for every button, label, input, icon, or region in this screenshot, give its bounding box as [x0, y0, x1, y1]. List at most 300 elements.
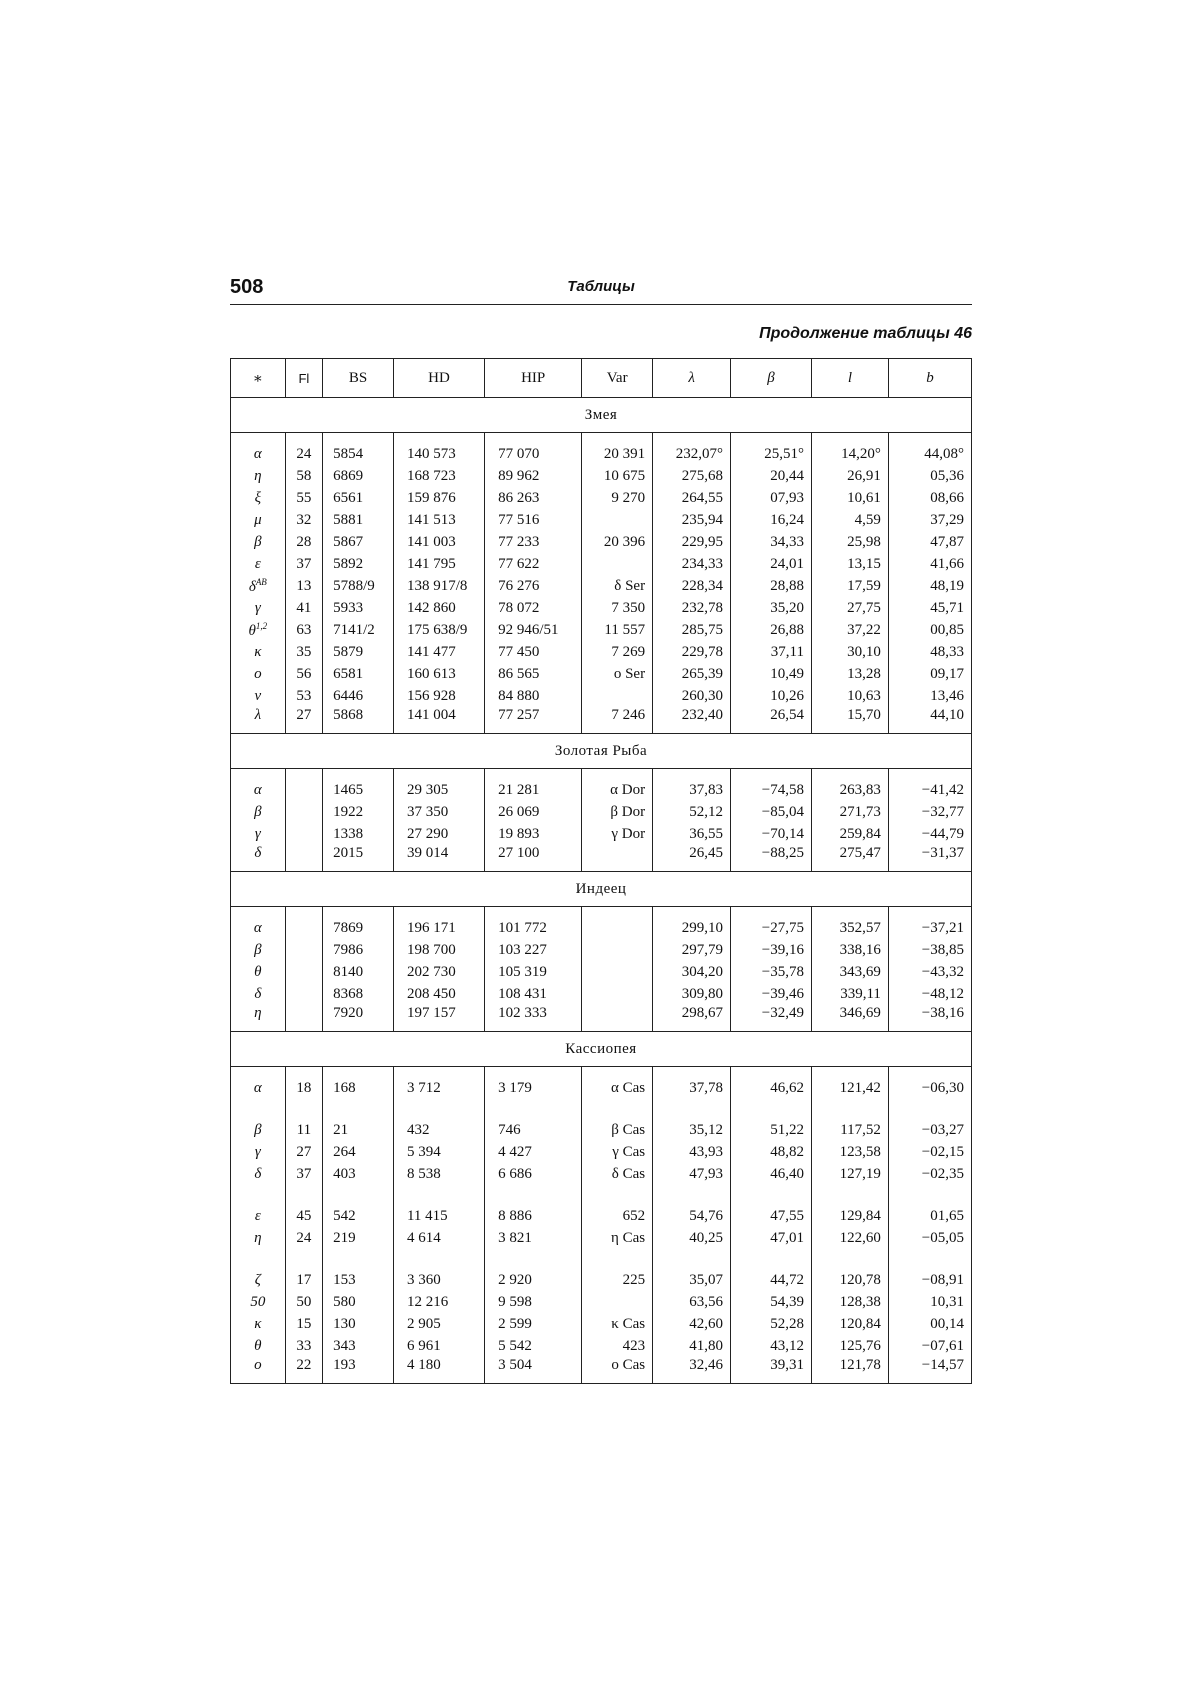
cell-l: 4,59 [812, 509, 889, 531]
cell-fl: 63 [285, 619, 322, 641]
cell-bs: 168 [323, 1077, 394, 1099]
cell-l: 27,75 [812, 597, 889, 619]
cell-beta: 47,01 [731, 1227, 812, 1249]
cell-beta: 46,40 [731, 1163, 812, 1185]
cell-l: 15,70 [812, 707, 889, 734]
cell-beta: −74,58 [731, 779, 812, 801]
cell-hd: 202 730 [393, 961, 484, 983]
cell-var: 20 396 [582, 531, 653, 553]
cell-hd: 138 917/8 [393, 575, 484, 597]
spacer-cell [888, 769, 971, 780]
table-row [231, 1141, 972, 1163]
cell-fl: 32 [285, 509, 322, 531]
col-header-l: l [812, 359, 889, 398]
group-title: Кассиопея [231, 1032, 972, 1067]
cell-star: γ [231, 823, 286, 845]
cell-hd: 29 305 [393, 779, 484, 801]
cell-l: 263,83 [812, 779, 889, 801]
cell-hip: 3 179 [485, 1077, 582, 1099]
cell-var: 7 269 [582, 641, 653, 663]
cell-hd: 175 638/9 [393, 619, 484, 641]
group-row [231, 872, 972, 907]
cell-beta: 10,26 [731, 685, 812, 707]
cell-hip: 78 072 [485, 597, 582, 619]
cell-star: ζ [231, 1269, 286, 1291]
cell-b: 41,66 [888, 553, 971, 575]
cell-hip: 103 227 [485, 939, 582, 961]
cell-b: 48,33 [888, 641, 971, 663]
table-row [231, 509, 972, 531]
cell-hd: 168 723 [393, 465, 484, 487]
cell-bs: 343 [323, 1335, 394, 1357]
cell-lambda: 35,12 [653, 1119, 731, 1141]
spacer-cell [285, 907, 322, 918]
cell-hip: 105 319 [485, 961, 582, 983]
cell-star: o [231, 663, 286, 685]
cell-hd: 198 700 [393, 939, 484, 961]
cell-beta: −88,25 [731, 845, 812, 872]
cell-star: ε [231, 553, 286, 575]
cell-fl [285, 823, 322, 845]
spacer-cell [285, 769, 322, 780]
cell-b: 08,66 [888, 487, 971, 509]
cell-l: 10,63 [812, 685, 889, 707]
cell-hd: 141 003 [393, 531, 484, 553]
section-title: Таблицы [567, 278, 635, 295]
spacer-cell [393, 1185, 484, 1205]
spacer-cell [285, 1067, 322, 1078]
cell-bs: 1922 [323, 801, 394, 823]
cell-fl: 37 [285, 1163, 322, 1185]
cell-beta: 26,88 [731, 619, 812, 641]
cell-b: −32,77 [888, 801, 971, 823]
cell-hd: 141 513 [393, 509, 484, 531]
col-header-hd: HD [393, 359, 484, 398]
cell-var: 225 [582, 1269, 653, 1291]
table-row [231, 1227, 972, 1249]
cell-beta: 51,22 [731, 1119, 812, 1141]
cell-l: 121,78 [812, 1357, 889, 1384]
cell-star: β [231, 531, 286, 553]
cell-hip: 77 257 [485, 707, 582, 734]
cell-beta: 16,24 [731, 509, 812, 531]
group-row [231, 398, 972, 433]
table-row [231, 707, 972, 734]
spacer-row [231, 433, 972, 444]
spacer-cell [653, 1099, 731, 1119]
cell-l: 122,60 [812, 1227, 889, 1249]
cell-star: o [231, 1357, 286, 1384]
cell-star: α [231, 1077, 286, 1099]
cell-b: 09,17 [888, 663, 971, 685]
cell-b: 00,14 [888, 1313, 971, 1335]
table-row [231, 1313, 972, 1335]
cell-fl: 35 [285, 641, 322, 663]
cell-b: −38,16 [888, 1005, 971, 1032]
cell-beta: 26,54 [731, 707, 812, 734]
table-row [231, 917, 972, 939]
cell-beta: 47,55 [731, 1205, 812, 1227]
table-row [231, 1077, 972, 1099]
cell-b: −05,05 [888, 1227, 971, 1249]
cell-hd: 141 004 [393, 707, 484, 734]
cell-l: 275,47 [812, 845, 889, 872]
cell-hd: 8 538 [393, 1163, 484, 1185]
cell-star: θ [231, 961, 286, 983]
spacer-cell [888, 1249, 971, 1269]
spacer-cell [812, 1099, 889, 1119]
cell-star: η [231, 1005, 286, 1032]
spacer-cell [231, 769, 286, 780]
cell-bs: 5854 [323, 443, 394, 465]
spacer-cell [323, 1067, 394, 1078]
cell-lambda: 304,20 [653, 961, 731, 983]
cell-star: δ [231, 1163, 286, 1185]
spacer-cell [393, 769, 484, 780]
spacer-cell [888, 1185, 971, 1205]
cell-hip: 8 886 [485, 1205, 582, 1227]
cell-hip: 101 772 [485, 917, 582, 939]
cell-bs: 193 [323, 1357, 394, 1384]
spacer-cell [888, 1067, 971, 1078]
cell-hip: 5 542 [485, 1335, 582, 1357]
col-header-fl: Fl [285, 359, 322, 398]
cell-var: o Ser [582, 663, 653, 685]
cell-beta: 07,93 [731, 487, 812, 509]
cell-bs: 1465 [323, 779, 394, 801]
cell-var: β Dor [582, 801, 653, 823]
cell-l: 338,16 [812, 939, 889, 961]
cell-hd: 196 171 [393, 917, 484, 939]
cell-var [582, 509, 653, 531]
cell-l: 25,98 [812, 531, 889, 553]
cell-hd: 197 157 [393, 1005, 484, 1032]
spacer-cell [653, 769, 731, 780]
cell-hip: 4 427 [485, 1141, 582, 1163]
cell-b: −03,27 [888, 1119, 971, 1141]
cell-hd: 37 350 [393, 801, 484, 823]
spacer-cell [231, 1249, 286, 1269]
spacer-cell [812, 1185, 889, 1205]
cell-b: −38,85 [888, 939, 971, 961]
spacer-cell [323, 907, 394, 918]
cell-b: −37,21 [888, 917, 971, 939]
cell-var: 11 557 [582, 619, 653, 641]
cell-hip: 77 622 [485, 553, 582, 575]
table-caption: Продолжение таблицы 46 [759, 325, 972, 342]
spacer-cell [731, 1249, 812, 1269]
page-number: 508 [230, 276, 264, 298]
spacer-cell [582, 1099, 653, 1119]
cell-lambda: 52,12 [653, 801, 731, 823]
table-row [231, 553, 972, 575]
spacer-cell [393, 1249, 484, 1269]
table-row [231, 641, 972, 663]
cell-bs: 7986 [323, 939, 394, 961]
cell-beta: 37,11 [731, 641, 812, 663]
cell-var: 423 [582, 1335, 653, 1357]
cell-bs: 6581 [323, 663, 394, 685]
spacer-cell [653, 1067, 731, 1078]
cell-star: 50 [231, 1291, 286, 1313]
cell-b: −43,32 [888, 961, 971, 983]
table-row [231, 845, 972, 872]
spacer-cell [731, 1099, 812, 1119]
cell-l: 26,91 [812, 465, 889, 487]
cell-hip: 77 070 [485, 443, 582, 465]
cell-fl [285, 801, 322, 823]
spacer-cell [731, 1185, 812, 1205]
spacer-cell [485, 1185, 582, 1205]
cell-b: 10,31 [888, 1291, 971, 1313]
cell-l: 271,73 [812, 801, 889, 823]
cell-var: α Cas [582, 1077, 653, 1099]
cell-bs: 153 [323, 1269, 394, 1291]
cell-var: δ Ser [582, 575, 653, 597]
table-row [231, 465, 972, 487]
cell-hip: 2 920 [485, 1269, 582, 1291]
spacer-cell [582, 1185, 653, 1205]
cell-star: $\theta^{1,2}$ [231, 619, 286, 641]
table-row [231, 1291, 972, 1313]
table-row [231, 575, 972, 597]
cell-star: ξ [231, 487, 286, 509]
cell-hip: 3 504 [485, 1357, 582, 1384]
cell-hd: 141 795 [393, 553, 484, 575]
spacer-row [231, 1185, 972, 1205]
spacer-row [231, 907, 972, 918]
cell-l: 13,15 [812, 553, 889, 575]
col-header-beta: β [731, 359, 812, 398]
spacer-cell [888, 907, 971, 918]
group-row [231, 734, 972, 769]
cell-lambda: 265,39 [653, 663, 731, 685]
cell-b: 47,87 [888, 531, 971, 553]
spacer-cell [582, 1067, 653, 1078]
cell-bs: 5881 [323, 509, 394, 531]
table-row [231, 983, 972, 1005]
cell-hip: 102 333 [485, 1005, 582, 1032]
table-body [231, 398, 972, 1384]
cell-hd: 159 876 [393, 487, 484, 509]
cell-bs: 403 [323, 1163, 394, 1185]
cell-star: θ [231, 1335, 286, 1357]
spacer-cell [485, 1249, 582, 1269]
cell-b: 37,29 [888, 509, 971, 531]
cell-star: α [231, 917, 286, 939]
spacer-cell [485, 907, 582, 918]
cell-hd: 27 290 [393, 823, 484, 845]
cell-star: $\delta^{AB}$ [231, 575, 286, 597]
table-row [231, 1357, 972, 1384]
spacer-cell [485, 1067, 582, 1078]
spacer-cell [731, 1067, 812, 1078]
cell-bs: 7920 [323, 1005, 394, 1032]
spacer-cell [323, 433, 394, 444]
spacer-cell [812, 433, 889, 444]
cell-var: β Cas [582, 1119, 653, 1141]
cell-b: 44,10 [888, 707, 971, 734]
cell-bs: 6869 [323, 465, 394, 487]
cell-fl [285, 779, 322, 801]
cell-lambda: 264,55 [653, 487, 731, 509]
cell-lambda: 47,93 [653, 1163, 731, 1185]
cell-lambda: 54,76 [653, 1205, 731, 1227]
table-row [231, 443, 972, 465]
cell-lambda: 260,30 [653, 685, 731, 707]
cell-hip: 76 276 [485, 575, 582, 597]
cell-bs: 580 [323, 1291, 394, 1313]
cell-beta: −35,78 [731, 961, 812, 983]
cell-var [582, 1291, 653, 1313]
cell-bs: 1338 [323, 823, 394, 845]
spacer-cell [323, 1185, 394, 1205]
cell-var: 7 246 [582, 707, 653, 734]
cell-var [582, 1005, 653, 1032]
cell-hd: 140 573 [393, 443, 484, 465]
spacer-cell [653, 1185, 731, 1205]
cell-lambda: 232,07° [653, 443, 731, 465]
spacer-cell [731, 907, 812, 918]
cell-hd: 6 961 [393, 1335, 484, 1357]
cell-b: −48,12 [888, 983, 971, 1005]
cell-hip: 84 880 [485, 685, 582, 707]
cell-fl: 13 [285, 575, 322, 597]
cell-l: 339,11 [812, 983, 889, 1005]
cell-hd: 432 [393, 1119, 484, 1141]
cell-lambda: 41,80 [653, 1335, 731, 1357]
cell-l: 117,52 [812, 1119, 889, 1141]
cell-lambda: 36,55 [653, 823, 731, 845]
spacer-cell [231, 907, 286, 918]
cell-hd: 2 905 [393, 1313, 484, 1335]
spacer-cell [812, 1249, 889, 1269]
cell-star: α [231, 443, 286, 465]
cell-fl: 24 [285, 1227, 322, 1249]
cell-lambda: 299,10 [653, 917, 731, 939]
cell-hip: 6 686 [485, 1163, 582, 1185]
cell-hd: 141 477 [393, 641, 484, 663]
cell-star: η [231, 465, 286, 487]
cell-l: 121,42 [812, 1077, 889, 1099]
cell-beta: −39,16 [731, 939, 812, 961]
spacer-row [231, 1067, 972, 1078]
cell-var: γ Dor [582, 823, 653, 845]
cell-var: γ Cas [582, 1141, 653, 1163]
spacer-row [231, 769, 972, 780]
cell-fl: 24 [285, 443, 322, 465]
running-head [230, 270, 972, 305]
spacer-cell [731, 769, 812, 780]
table-row [231, 779, 972, 801]
cell-b: −02,15 [888, 1141, 971, 1163]
cell-var: α Dor [582, 779, 653, 801]
table-header-row [231, 359, 972, 398]
col-header-star: ∗ [231, 359, 286, 398]
cell-hd: 3 360 [393, 1269, 484, 1291]
cell-b: −44,79 [888, 823, 971, 845]
cell-bs: 264 [323, 1141, 394, 1163]
cell-b: 01,65 [888, 1205, 971, 1227]
cell-hip: 26 069 [485, 801, 582, 823]
table-row [231, 1005, 972, 1032]
col-header-bs: BS [323, 359, 394, 398]
cell-star: ε [231, 1205, 286, 1227]
table-row [231, 531, 972, 553]
cell-hip: 77 516 [485, 509, 582, 531]
cell-bs: 21 [323, 1119, 394, 1141]
table-row [231, 619, 972, 641]
table-row [231, 1335, 972, 1357]
cell-hd: 142 860 [393, 597, 484, 619]
cell-hip: 92 946/51 [485, 619, 582, 641]
group-title: Индеец [231, 872, 972, 907]
spacer-cell [323, 1249, 394, 1269]
spacer-cell [285, 1185, 322, 1205]
cell-bs: 5868 [323, 707, 394, 734]
cell-beta: 46,62 [731, 1077, 812, 1099]
cell-fl: 56 [285, 663, 322, 685]
cell-l: 352,57 [812, 917, 889, 939]
cell-beta: 44,72 [731, 1269, 812, 1291]
spacer-cell [888, 1099, 971, 1119]
spacer-cell [393, 1099, 484, 1119]
cell-b: −31,37 [888, 845, 971, 872]
cell-star: μ [231, 509, 286, 531]
table-row [231, 1269, 972, 1291]
cell-star: η [231, 1227, 286, 1249]
cell-fl [285, 983, 322, 1005]
cell-lambda: 32,46 [653, 1357, 731, 1384]
cell-star: κ [231, 1313, 286, 1335]
cell-lambda: 298,67 [653, 1005, 731, 1032]
cell-var [582, 939, 653, 961]
cell-beta: −32,49 [731, 1005, 812, 1032]
cell-b: 44,08° [888, 443, 971, 465]
cell-star: δ [231, 845, 286, 872]
cell-bs: 8368 [323, 983, 394, 1005]
col-header-var: Var [582, 359, 653, 398]
cell-hip: 19 893 [485, 823, 582, 845]
cell-star: ν [231, 685, 286, 707]
spacer-row [231, 1099, 972, 1119]
table-row [231, 801, 972, 823]
cell-b: −07,61 [888, 1335, 971, 1357]
cell-l: 346,69 [812, 1005, 889, 1032]
cell-hd: 4 614 [393, 1227, 484, 1249]
cell-hip: 3 821 [485, 1227, 582, 1249]
cell-bs: 219 [323, 1227, 394, 1249]
cell-hip: 77 233 [485, 531, 582, 553]
spacer-cell [323, 769, 394, 780]
cell-fl: 28 [285, 531, 322, 553]
spacer-cell [393, 907, 484, 918]
cell-hip: 108 431 [485, 983, 582, 1005]
spacer-cell [393, 433, 484, 444]
table-row [231, 685, 972, 707]
spacer-cell [582, 433, 653, 444]
cell-var [582, 917, 653, 939]
cell-var [582, 553, 653, 575]
cell-lambda: 297,79 [653, 939, 731, 961]
cell-var [582, 961, 653, 983]
cell-hip: 21 281 [485, 779, 582, 801]
cell-bs: 130 [323, 1313, 394, 1335]
cell-l: 127,19 [812, 1163, 889, 1185]
cell-star: λ [231, 707, 286, 734]
cell-lambda: 232,40 [653, 707, 731, 734]
cell-bs: 5788/9 [323, 575, 394, 597]
